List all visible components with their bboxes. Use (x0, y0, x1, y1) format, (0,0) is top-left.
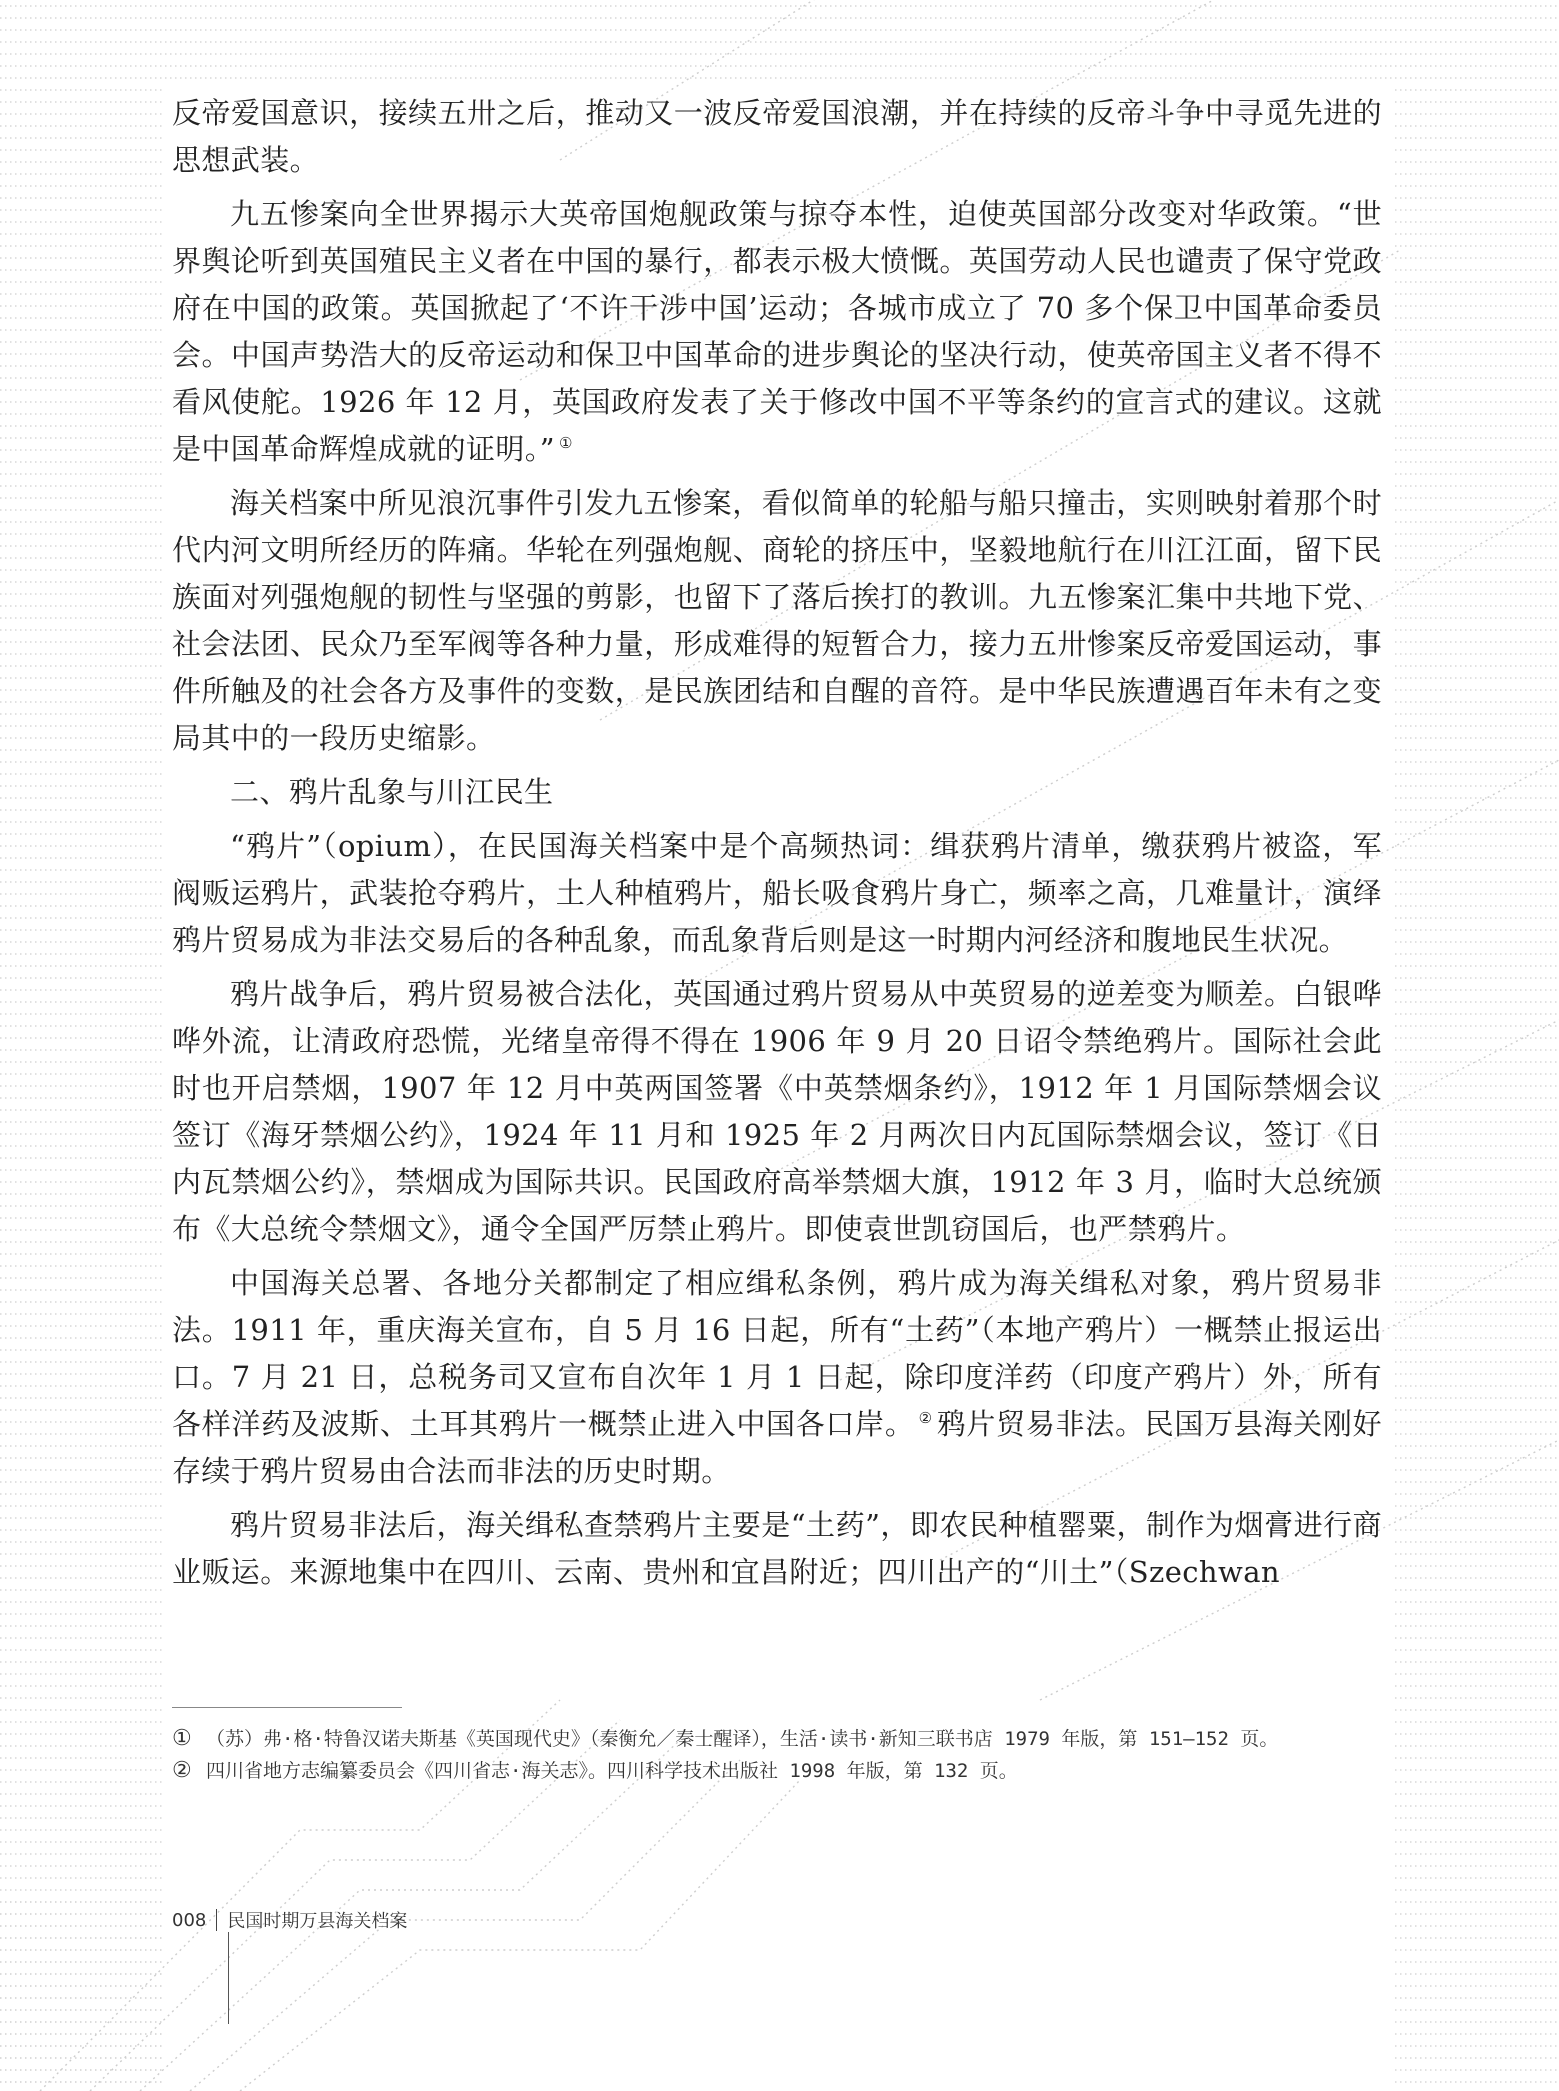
footnote-text: 四川省地方志编纂委员会《四川省志·海关志》。四川科学技术出版社 1998 年版，第 132 页。 (206, 1760, 1018, 1782)
footnotes (172, 1724, 1382, 1788)
paragraph-text: 鸦片贸易非法。民国万县海关刚好存续于鸦片贸易由合法而非法的历史时期。 (172, 1407, 1382, 1488)
footer-vertical-rule (228, 1932, 229, 2024)
footnote-mark: ① (172, 1726, 192, 1751)
body-text (172, 90, 1382, 1603)
footnote-reference[interactable]: ① (558, 434, 573, 453)
paragraph: 海关档案中所见浪沉事件引发九五惨案，看似简单的轮船与船只撞击，实则映射着那个时代内河文明所经历的阵痛。华轮在列强炮舰、商轮的挤压中，坚毅地航行在川江江面，留下民族面对列强炮舰的韧性与坚强的剪影，也留下了落后挨打的教训。九五惨案汇集中共地下党、社会法团、民众乃至军阀等各种力量，形成难得的短暂合力，接力五卅惨案反帝爱国运动，事件所触及的社会各方及事件的变数，是民族团结和自醒的音符。是中华民族遭遇百年未有之变局其中的一段历史缩影。 (172, 486, 1382, 755)
paragraph: 鸦片贸易非法后，海关缉私查禁鸦片主要是“土药”，即农民种植罂粟，制作为烟膏进行商业贩运。来源地集中在四川、云南、贵州和宜昌附近；四川出产的“川土”（Szechwan (172, 1508, 1382, 1589)
page-footer (172, 1906, 407, 1934)
paragraph (172, 1260, 1382, 1495)
paragraph: 鸦片战争后，鸦片贸易被合法化，英国通过鸦片贸易从中英贸易的逆差变为顺差。白银哗哗外流，让清政府恐慌，光绪皇帝得不得在 1906 年 9 月 20 日诏令禁绝鸦片。国际社会此时也开启禁烟，1907 年 12 月中英两国签署《中英禁烟条约》，1912 年 1 月国际禁烟会议签订《海牙禁烟公约》，1924 年 11 月和 1925 年 2 月两次日内瓦国际禁烟会议，签订《日内瓦禁烟公约》，禁烟成为国际共识。民国政府高举禁烟大旗，1912 年 3 月，临时大总统颁布《大总统令禁烟文》，通令全国严厉禁止鸦片。即使袁世凯窃国后，也严禁鸦片。 (172, 977, 1382, 1246)
paragraph (172, 191, 1382, 473)
paragraph-continuation: 反帝爱国意识，接续五卅之后，推动又一波反帝爱国浪潮，并在持续的反帝斗争中寻觅先进的思想武装。 (172, 96, 1382, 177)
page-number: 008 (172, 1909, 207, 1931)
running-title: 民国时期万县海关档案 (227, 1911, 408, 1932)
footnote (172, 1756, 1382, 1786)
footnote-mark: ② (172, 1758, 192, 1783)
paragraph-text: 九五惨案向全世界揭示大英帝国炮舰政策与掠夺本性，迫使英国部分改变对华政策。“世界舆论听到英国殖民主义者在中国的暴行，都表示极大愤慨。英国劳动人民也谴责了保守党政府在中国的政策。英国掀起了‘不许干涉中国’运动；各城市成立了 70 多个保卫中国革命委员会。中国声势浩大的反帝运动和保卫中国革命的进步舆论的坚决行动，使英帝国主义者不得不看风使舵。1926 年 12 月，英国政府发表了关于修改中国不平等条约的宣言式的建议。这就是中国革命辉煌成就的证明。” (172, 197, 1382, 466)
paragraph-text: 中国海关总署、各地分关都制定了相应缉私条例，鸦片成为海关缉私对象，鸦片贸易非法。1911 年，重庆海关宣布，自 5 月 16 日起，所有“土药”（本地产鸦片）一概禁止报运出口。7 月 21 日，总税务司又宣布自次年 1 月 1 日起，除印度洋药（印度产鸦片）外，所有各样洋药及波斯、土耳其鸦片一概禁止进入中国各口岸。 (172, 1266, 1382, 1441)
footnote (172, 1724, 1382, 1754)
footnote-divider (172, 1707, 402, 1708)
section-heading: 二、鸦片乱象与川江民生 (230, 775, 554, 809)
footnote-text: （苏）弗·格·特鲁汉诺夫斯基《英国现代史》（秦衡允／秦士醒译），生活·读书·新知三联书店 1979 年版，第 151—152 页。 (206, 1728, 1279, 1750)
footnote-reference[interactable]: ② (918, 1409, 933, 1428)
footer-separator (216, 1909, 217, 1931)
paragraph: “鸦片”（opium），在民国海关档案中是个高频热词：缉获鸦片清单，缴获鸦片被盗，军阀贩运鸦片，武装抢夺鸦片，土人种植鸦片，船长吸食鸦片身亡，频率之高，几难量计，演绎鸦片贸易成为非法交易后的各种乱象，而乱象背后则是这一时期内河经济和腹地民生状况。 (172, 829, 1382, 957)
